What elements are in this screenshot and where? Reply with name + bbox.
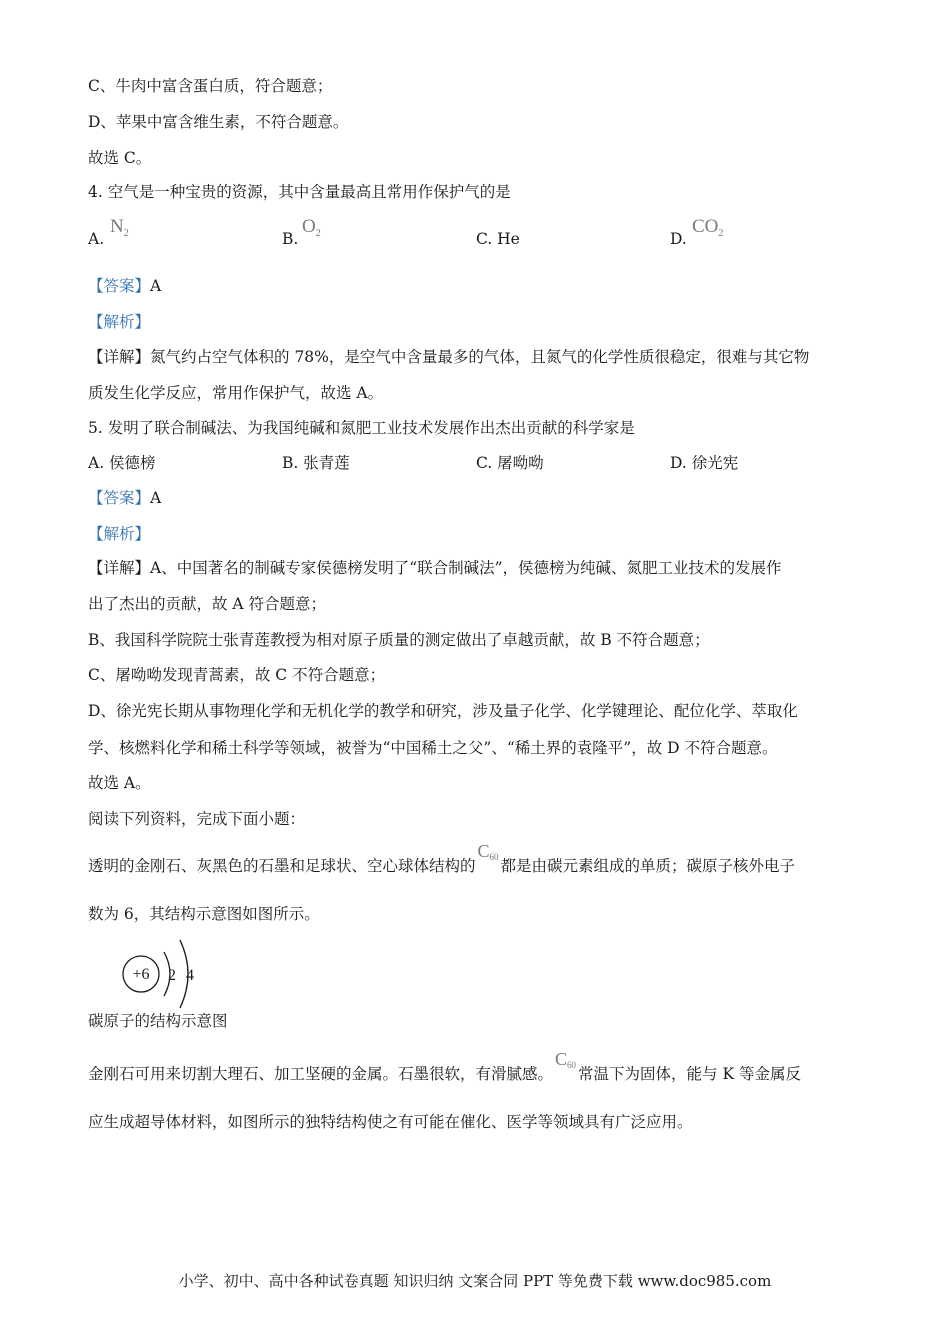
option-d-label: D. [670, 230, 687, 248]
option-b: B. 张青莲 [282, 454, 350, 472]
detail-tag: 【详解】 [88, 348, 151, 366]
text-line: C、牛肉中富含蛋白质，符合题意； [88, 77, 333, 95]
detail-line: 学、核燃料化学和稀土科学等领域，被誉为“中国稀土之父”、“稀土界的袁隆平”，故 D 不符合题意。 [88, 739, 778, 757]
option-b-label: B. [282, 230, 299, 248]
answer-value: A [150, 277, 162, 295]
answer-line [88, 488, 161, 508]
option-c-label: C. He [476, 230, 520, 248]
c60-formula: $C_{60}$ [477, 841, 499, 862]
shell-2-count: 4 [186, 967, 194, 984]
diagram-caption: 碳原子的结构示意图 [88, 1012, 228, 1030]
nucleus-charge: +6 [132, 966, 150, 983]
text-line: 故选 C。 [88, 149, 152, 167]
detail-line: 【详解】氮气约占空气体积的 78%，是空气中含量最多的气体，且氮气的化学性质很稳定，很难与其它物 [88, 348, 810, 366]
reading-intro: 阅读下列资料，完成下面小题： [88, 810, 306, 828]
shell-1-count: 2 [168, 967, 176, 984]
page-footer: 小学、初中、高中各种试卷真题 知识归纳 文案合同 PPT 等免费下载 www.doc985.com [178, 1272, 772, 1290]
reading-line: 数为 6，其结构示意图如图所示。 [88, 905, 320, 923]
detail-line: 【详解】A、中国著名的制碱专家侯德榜发明了“联合制碱法”，侯德榜为纯碱、氮肥工业技术的发展作 [88, 559, 782, 577]
detail-line: B、我国科学院院士张青莲教授为相对原子质量的测定做出了卓越贡献，故 B 不符合题意； [88, 631, 710, 649]
detail-line: 质发生化学反应，常用作保护气，故选 A。 [88, 384, 384, 402]
option-c: C. 屠呦呦 [476, 454, 544, 472]
option-a: A. 侯德榜 [88, 454, 156, 472]
answer-tag: 【答案】 [88, 277, 151, 295]
reading-line: 金刚石可用来切割大理石、加工坚硬的金属。石墨很软，有滑腻感。$C_{60}$ 常温下为固体，能与 K 等金属反 [88, 1049, 801, 1083]
reading-line: 应生成超导体材料，如图所示的独特结构使之有可能在催化、医学等领域具有广泛应用。 [88, 1113, 693, 1131]
option-a-formula: $N_2$ [110, 216, 129, 239]
c60-formula: $C_{60}$ [555, 1049, 577, 1070]
option-a-label: A. [88, 230, 105, 248]
answer-value: A [150, 489, 162, 507]
text-line: D、苹果中富含维生素，不符合题意。 [88, 113, 349, 131]
carbon-atom-diagram [110, 934, 210, 1010]
option-d: D. 徐光宪 [670, 454, 739, 472]
detail-line: D、徐光宪长期从事物理化学和无机化学的教学和研究，涉及量子化学、化学键理论、配位化学、萃取化 [88, 702, 798, 720]
analysis-tag: 【解析】 [88, 525, 151, 543]
answer-tag: 【答案】 [88, 489, 151, 507]
question-4: 4. 空气是一种宝贵的资源，其中含量最高且常用作保护气的是 [88, 183, 511, 201]
question-5: 5. 发明了联合制碱法、为我国纯碱和氮肥工业技术发展作出杰出贡献的科学家是 [88, 419, 635, 437]
option-d-formula: $CO_2$ [692, 216, 724, 239]
detail-tag: 【详解】 [88, 559, 151, 577]
answer-line [88, 276, 161, 296]
reading-line: 透明的金刚石、灰黑色的石墨和足球状、空心球体结构的$C_{60}$ 都是由碳元素组成的单质；碳原子核外电子 [88, 841, 796, 875]
analysis-tag: 【解析】 [88, 313, 151, 331]
detail-line: C、屠呦呦发现青蒿素，故 C 不符合题意； [88, 666, 386, 684]
detail-line: 出了杰出的贡献，故 A 符合题意； [88, 595, 327, 613]
detail-line: 故选 A。 [88, 774, 151, 792]
option-b-formula: $O_2$ [302, 216, 321, 239]
